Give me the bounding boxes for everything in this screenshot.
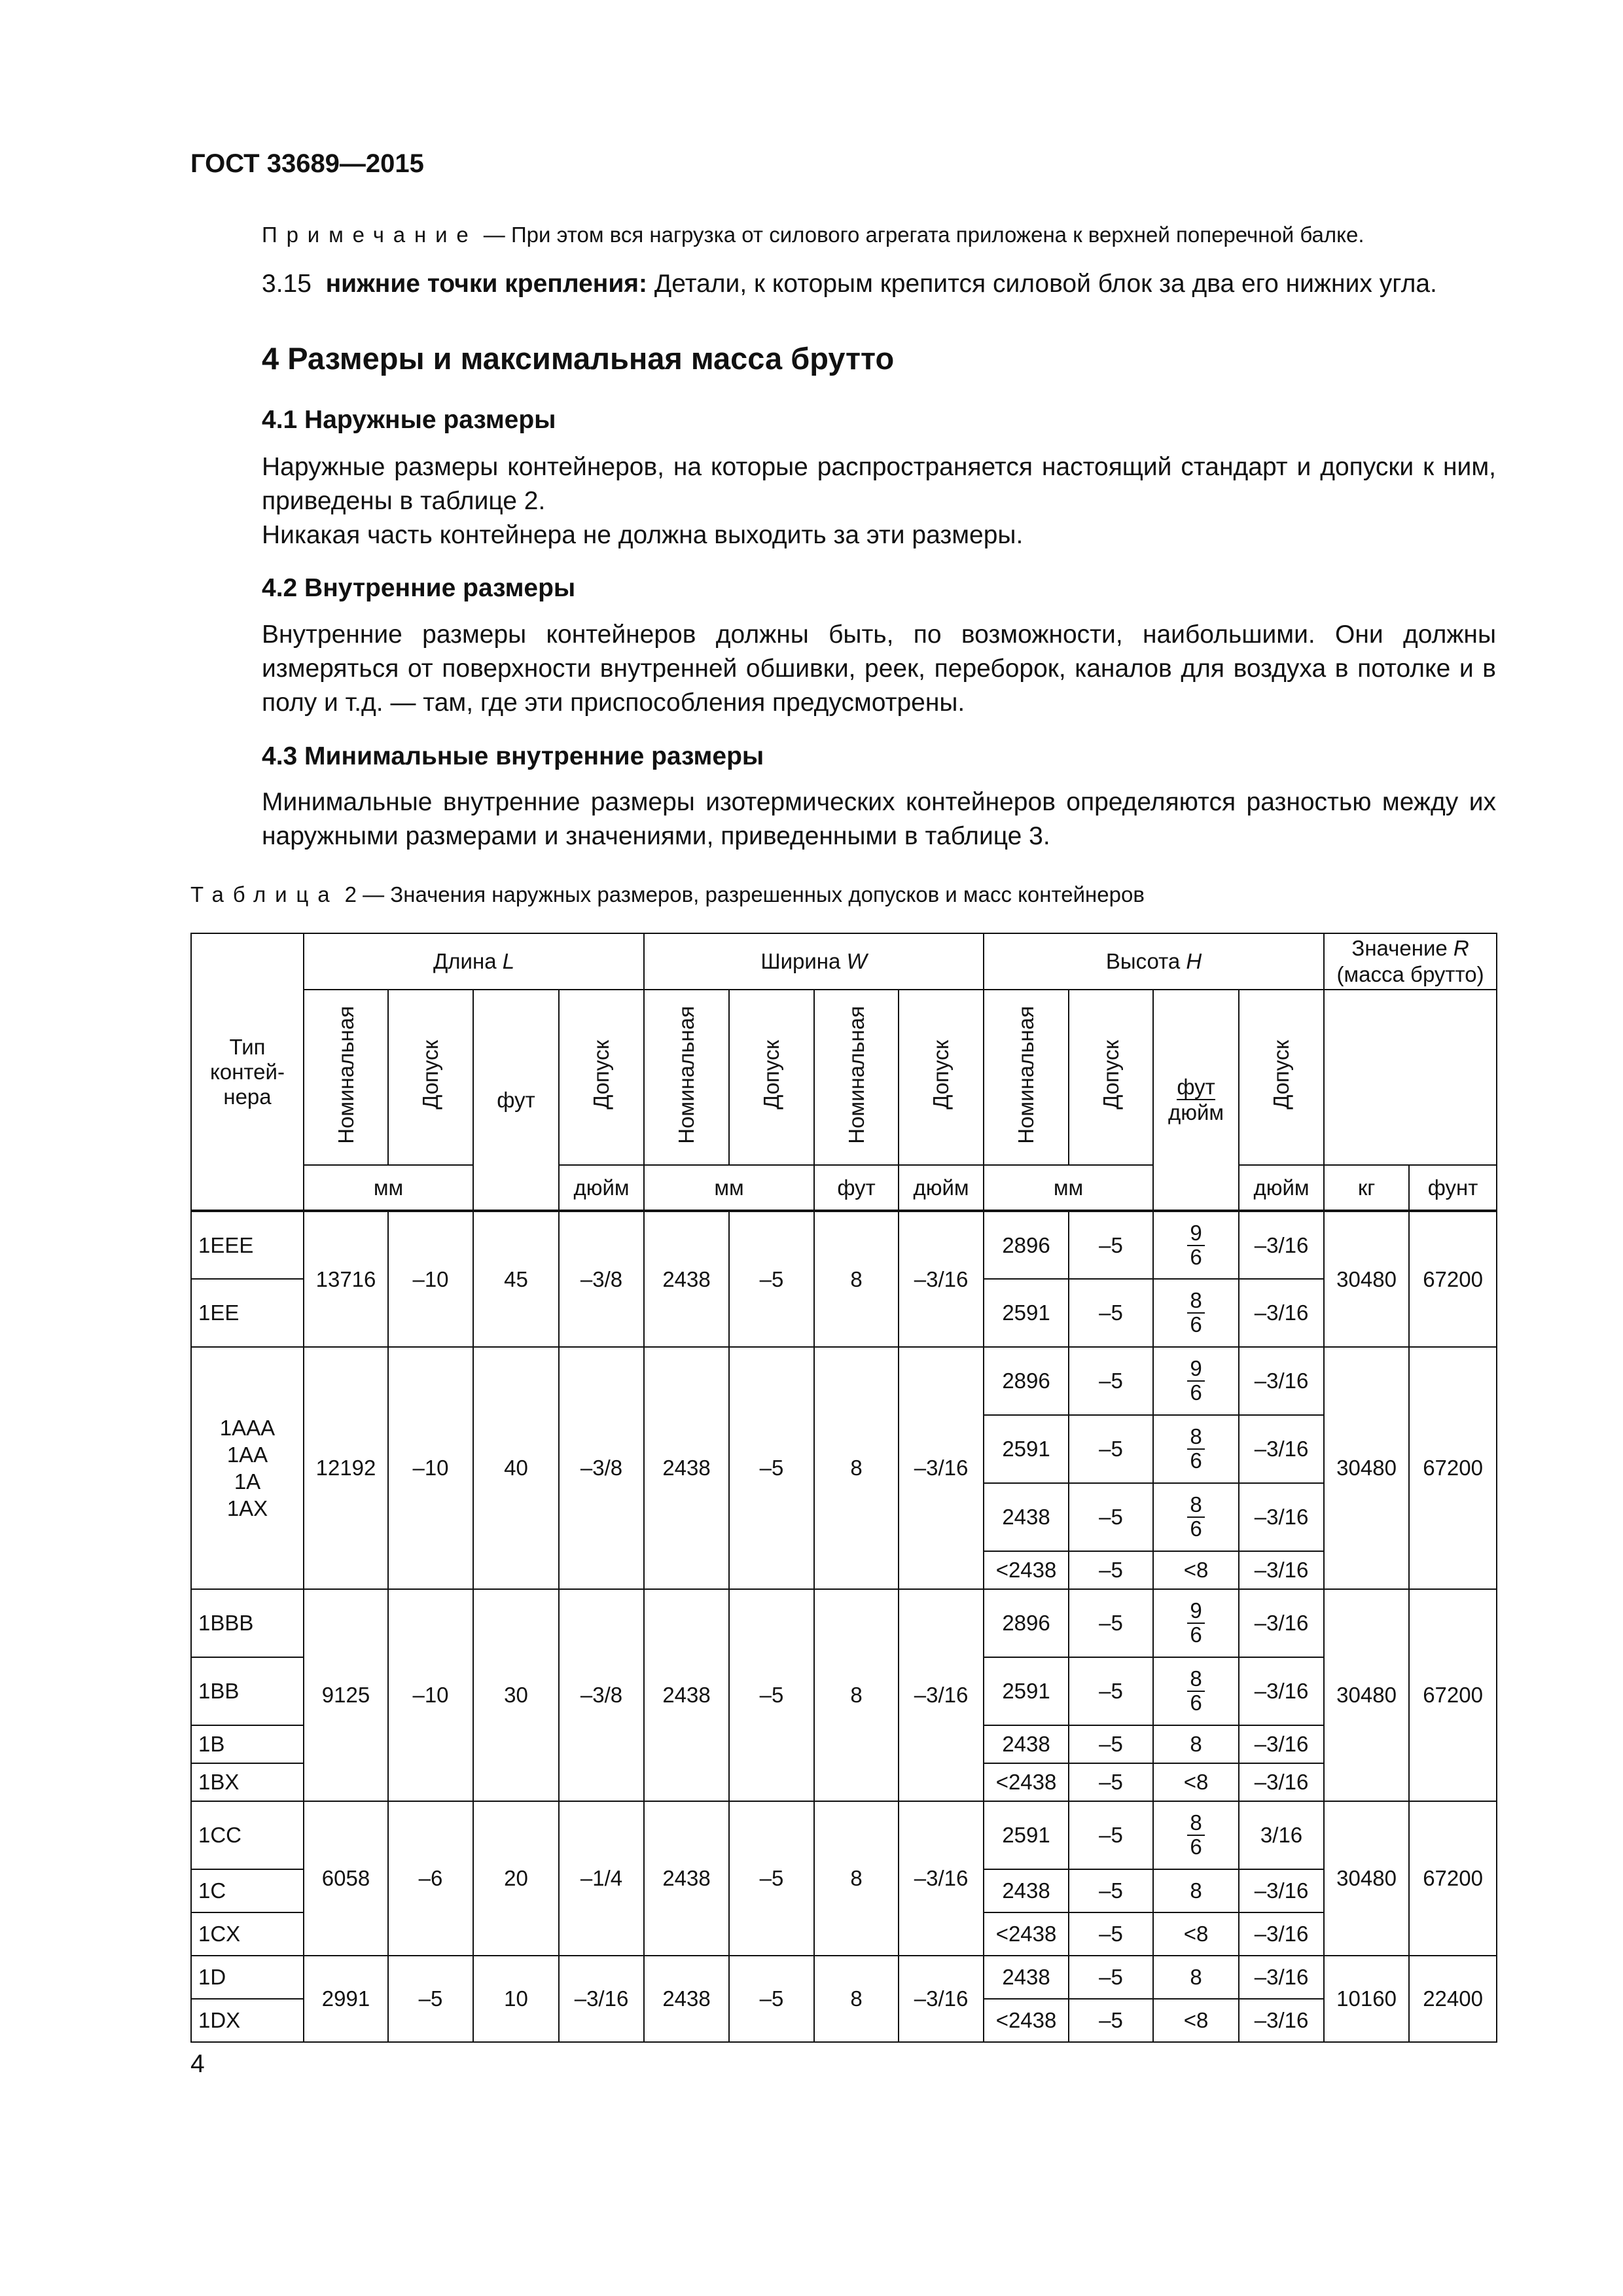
type-cell: 1BX (191, 1763, 304, 1801)
cell: –3/16 (899, 1956, 984, 2042)
table-header-row (191, 990, 1497, 1165)
unit-inch: дюйм (559, 1165, 644, 1211)
unit-inch: дюйм (1239, 1165, 1324, 1211)
cell: 8 (1153, 1725, 1239, 1763)
cell: 2438 (984, 1956, 1069, 1999)
cell: 2896 (984, 1589, 1069, 1657)
type-cell: 1D (191, 1956, 304, 1999)
type-cell: 1C (191, 1869, 304, 1912)
header-nominal: Номинальная (814, 990, 899, 1165)
cell: 22400 (1409, 1956, 1497, 2042)
cell: –3/16 (1239, 1589, 1324, 1657)
header-nominal: Номинальная (984, 990, 1069, 1165)
cell: 2438 (984, 1483, 1069, 1551)
header-length: Длина L (304, 933, 644, 990)
cell: –5 (1069, 1551, 1153, 1589)
cell: 40 (473, 1347, 559, 1589)
ft-inch-cell: $\frac{8}{6}$ (1153, 1657, 1239, 1725)
cell: 8 (1153, 1956, 1239, 1999)
clause-term: нижние точки крепления: (325, 270, 648, 298)
cell: –3/16 (1239, 1551, 1324, 1589)
section-4-2-body (190, 618, 1496, 720)
unit-inch: дюйм (899, 1165, 984, 1211)
cell: –5 (1069, 1801, 1153, 1869)
cell: –5 (729, 1589, 814, 1801)
cell: –10 (388, 1211, 473, 1347)
type-cell: 1EEE (191, 1211, 304, 1279)
paragraph: Наружные размеры контейнеров, на которые распространяется настоящий стандарт и допуски к ним, приведены в таблице 2. (262, 453, 1496, 515)
cell: –5 (1069, 1763, 1153, 1801)
cell: –5 (388, 1956, 473, 2042)
header-r: Значение R (масса брутто) (1324, 933, 1497, 990)
section-4-title: 4 Размеры и максимальная масса брутто (262, 341, 895, 376)
document-code: ГОСТ 33689—2015 (190, 149, 424, 178)
header-tolerance: Допуск (388, 990, 473, 1165)
cell: 30480 (1324, 1347, 1409, 1589)
note-label: Примечание (262, 223, 478, 247)
table-row (191, 1801, 1497, 1869)
cell: –3/16 (559, 1956, 644, 2042)
table-row (191, 1347, 1497, 1415)
cell: 67200 (1409, 1211, 1497, 1347)
cell: –3/16 (1239, 1912, 1324, 1956)
cell: –3/16 (1239, 1657, 1324, 1725)
header-tolerance: Допуск (1239, 990, 1324, 1165)
cell: 3/16 (1239, 1801, 1324, 1869)
clause-3-15 (262, 267, 1437, 301)
header-nominal: Номинальная (304, 990, 388, 1165)
table-row (191, 1589, 1497, 1657)
type-cell: 1CX (191, 1912, 304, 1956)
cell: 2591 (984, 1279, 1069, 1347)
ft-inch-cell: $\frac{8}{6}$ (1153, 1801, 1239, 1869)
ft-inch-cell: $\frac{8}{6}$ (1153, 1415, 1239, 1483)
cell: –5 (1069, 1869, 1153, 1912)
cell: <8 (1153, 1912, 1239, 1956)
ft-inch-cell: $\frac{9}{6}$ (1153, 1211, 1239, 1279)
cell: 6058 (304, 1801, 388, 1956)
table-units-row (191, 1165, 1497, 1211)
header-height: Высота H (984, 933, 1324, 990)
ft-inch-cell: $\frac{9}{6}$ (1153, 1347, 1239, 1415)
cell: 8 (814, 1589, 899, 1801)
cell: 67200 (1409, 1801, 1497, 1956)
type-cell: 1CC (191, 1801, 304, 1869)
cell: –3/16 (899, 1211, 984, 1347)
section-4-1-body (190, 450, 1496, 552)
type-cell: 1BB (191, 1657, 304, 1725)
unit-mm: мм (984, 1165, 1153, 1211)
clause-number: 3.15 (262, 270, 312, 298)
page-number: 4 (190, 2050, 205, 2078)
unit-kg: кг (1324, 1165, 1409, 1211)
cell: –5 (729, 1956, 814, 2042)
cell: 30 (473, 1589, 559, 1801)
type-cell: 1DX (191, 1999, 304, 2042)
cell: <2438 (984, 1763, 1069, 1801)
cell: 2896 (984, 1347, 1069, 1415)
cell: –5 (1069, 1999, 1153, 2042)
table-caption (190, 882, 1145, 907)
note (262, 223, 1364, 247)
cell: –3/16 (1239, 1211, 1324, 1279)
paragraph: Минимальные внутренние размеры изотермических контейнеров определяются разностью между их наружными размерами и значениями, приведенными в таблице 3. (262, 788, 1496, 850)
cell: 30480 (1324, 1589, 1409, 1801)
section-4-3-body (190, 785, 1496, 853)
cell: 2438 (984, 1869, 1069, 1912)
header-tolerance: Допуск (559, 990, 644, 1165)
cell: –3/16 (1239, 1763, 1324, 1801)
cell: 30480 (1324, 1801, 1409, 1956)
cell: 2591 (984, 1801, 1069, 1869)
cell: 2438 (644, 1589, 729, 1801)
cell: –5 (1069, 1415, 1153, 1483)
cell: –3/16 (1239, 1999, 1324, 2042)
cell: 30480 (1324, 1211, 1409, 1347)
table-row (191, 1211, 1497, 1279)
cell: –3/8 (559, 1211, 644, 1347)
type-cell: 1AAA 1AA 1A 1AX (191, 1347, 304, 1589)
cell: –3/16 (899, 1801, 984, 1956)
cell: 8 (814, 1347, 899, 1589)
cell: <8 (1153, 1763, 1239, 1801)
cell: 12192 (304, 1347, 388, 1589)
table-row (191, 1956, 1497, 1999)
cell: <2438 (984, 1999, 1069, 2042)
cell: 67200 (1409, 1589, 1497, 1801)
header-tolerance: Допуск (1069, 990, 1153, 1165)
cell: –3/16 (1239, 1725, 1324, 1763)
cell: –1/4 (559, 1801, 644, 1956)
clause-text: Детали, к которым крепится силовой блок за два его нижних угла. (647, 270, 1437, 298)
ft-inch-cell: $\frac{8}{6}$ (1153, 1279, 1239, 1347)
cell: –5 (1069, 1725, 1153, 1763)
cell: 45 (473, 1211, 559, 1347)
cell: –5 (1069, 1657, 1153, 1725)
cell: 2991 (304, 1956, 388, 2042)
cell: –10 (388, 1589, 473, 1801)
cell: 20 (473, 1801, 559, 1956)
cell: –5 (1069, 1347, 1153, 1415)
unit-ft: фут (814, 1165, 899, 1211)
cell: 8 (814, 1801, 899, 1956)
cell: 8 (814, 1956, 899, 2042)
section-4-2-title: 4.2 Внутренние размеры (262, 574, 576, 602)
cell: 10160 (1324, 1956, 1409, 2042)
table-caption-text: 2 — Значения наружных размеров, разрешенных допусков и масс контейнеров (344, 882, 1145, 906)
dimensions-table (190, 933, 1497, 2043)
note-text: — При этом вся нагрузка от силового агрегата приложена к верхней поперечной балке. (477, 223, 1364, 247)
unit-lb: фунт (1409, 1165, 1497, 1211)
paragraph: Никакая часть контейнера не должна выходить за эти размеры. (262, 521, 1024, 549)
table-caption-label: Таблица (190, 882, 339, 906)
cell: –10 (388, 1347, 473, 1589)
cell: 2438 (644, 1801, 729, 1956)
paragraph: Внутренние размеры контейнеров должны быть, по возможности, наибольшими. Они должны измеряться от поверхности внутренней обшивки, реек, переборок, каналов для воздуха в потолке и в полу и т.д. — там, где эти приспособления предусмотрены. (262, 620, 1496, 717)
cell: –5 (1069, 1211, 1153, 1279)
cell: 10 (473, 1956, 559, 2042)
header-nominal: Номинальная (644, 990, 729, 1165)
cell: 2591 (984, 1415, 1069, 1483)
cell: 9125 (304, 1589, 388, 1801)
table-header-row (191, 933, 1497, 990)
cell: –3/16 (899, 1347, 984, 1589)
header-type: Тип контей-нера (191, 933, 304, 1211)
unit-mm: мм (644, 1165, 814, 1211)
cell: –5 (1069, 1279, 1153, 1347)
header-ft-inch: фут дюйм (1153, 990, 1239, 1211)
ft-inch-cell: $\frac{8}{6}$ (1153, 1483, 1239, 1551)
cell: 8 (1153, 1869, 1239, 1912)
header-tolerance: Допуск (729, 990, 814, 1165)
header-width: Ширина W (644, 933, 984, 990)
cell: –5 (729, 1347, 814, 1589)
cell: 2896 (984, 1211, 1069, 1279)
section-4-1-title: 4.1 Наружные размеры (262, 406, 556, 434)
type-cell: 1B (191, 1725, 304, 1763)
cell: –3/16 (1239, 1956, 1324, 1999)
cell: 2438 (644, 1211, 729, 1347)
type-cell: 1EE (191, 1279, 304, 1347)
cell: –5 (1069, 1589, 1153, 1657)
cell: –3/16 (1239, 1869, 1324, 1912)
cell: –5 (729, 1211, 814, 1347)
header-ft: фут (473, 990, 559, 1211)
cell: 2438 (644, 1956, 729, 2042)
unit-mm: мм (304, 1165, 473, 1211)
cell: <2438 (984, 1912, 1069, 1956)
cell: –3/8 (559, 1347, 644, 1589)
type-cell: 1BBB (191, 1589, 304, 1657)
cell: –3/16 (1239, 1279, 1324, 1347)
cell: 8 (814, 1211, 899, 1347)
cell: –3/16 (1239, 1483, 1324, 1551)
ft-inch-cell: $\frac{9}{6}$ (1153, 1589, 1239, 1657)
cell: <8 (1153, 1999, 1239, 2042)
cell: 13716 (304, 1211, 388, 1347)
cell: –3/16 (1239, 1415, 1324, 1483)
cell: –5 (1069, 1483, 1153, 1551)
cell: –3/8 (559, 1589, 644, 1801)
header-tolerance: Допуск (899, 990, 984, 1165)
cell: <2438 (984, 1551, 1069, 1589)
cell: –3/16 (899, 1589, 984, 1801)
cell: –5 (1069, 1956, 1153, 1999)
cell: –5 (1069, 1912, 1153, 1956)
cell: 2591 (984, 1657, 1069, 1725)
header-r-blank (1324, 990, 1497, 1165)
cell: <8 (1153, 1551, 1239, 1589)
cell: –5 (729, 1801, 814, 1956)
cell: 67200 (1409, 1347, 1497, 1589)
cell: –6 (388, 1801, 473, 1956)
cell: 2438 (984, 1725, 1069, 1763)
cell: –3/16 (1239, 1347, 1324, 1415)
section-4-3-title: 4.3 Минимальные внутренние размеры (262, 742, 764, 770)
cell: 2438 (644, 1347, 729, 1589)
